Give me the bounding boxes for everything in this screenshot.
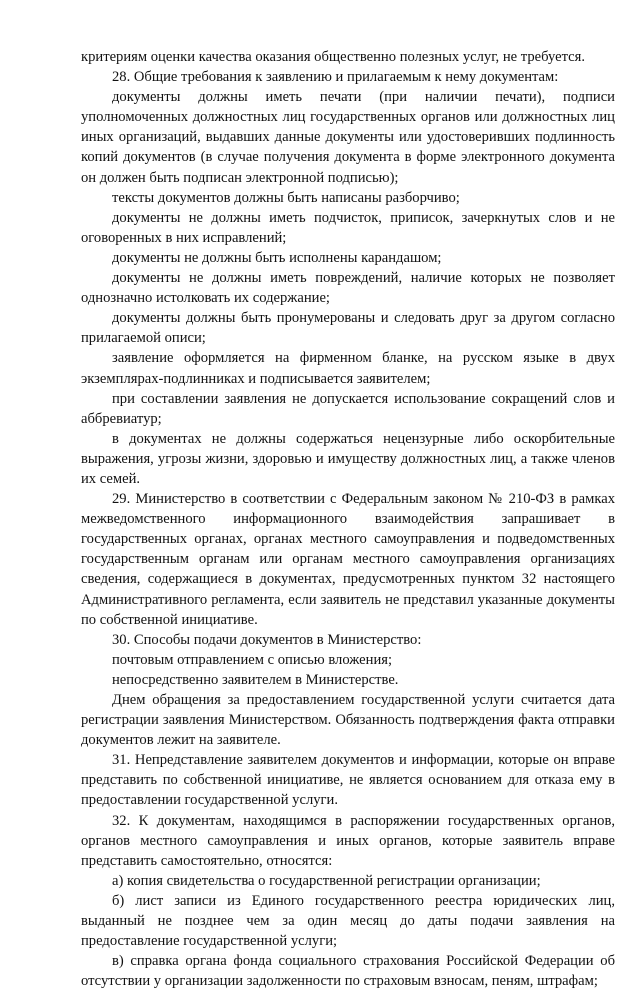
paragraph-32-c: в) справка органа фонда социального страхования Российской Федерации об отсутствии у организации задолженности по страховым взносам, пеням, штрафам; [81, 953, 615, 990]
paragraph-32-b: б) лист записи из Единого государственного реестра юридических лиц, выданный не позднее чем за один месяц до даты подачи заявления на предоставление государственной услуги; [81, 892, 615, 950]
paragraph-29: 29. Министерство в соответствии с Федеральным законом № 210-ФЗ в рамках межведомственного информационного взаимодействия запрашивает в государственных органах, органах местного самоуправления и подведомственных государственным органам или органам местного самоуправления организациях сведения, содержащиеся в документах, предусмотренных пунктом 32 настоящего Административного регламента, если заявитель не представил указанные документы по собственной инициативе. [81, 491, 615, 628]
paragraph-31: 31. Непредставление заявителем документов и информации, которые он вправе представить по собственной инициативе, не является основанием для отказа ему в предоставлении государственной услуги. [81, 752, 615, 809]
paragraph-28-heading: 28. Общие требования к заявлению и прилагаемым к нему документам: [112, 69, 559, 86]
paragraph-28-legible: тексты документов должны быть написаны разборчиво; [112, 189, 460, 206]
paragraph-30-post: почтовым отправлением с описью вложения; [112, 651, 393, 668]
paragraph-30-application-day: Днем обращения за предоставлением государственной услуги считается дата регистрации заявления Министерством. Обязанность подтверждения факта отправки документов лежит на заявителе. [81, 692, 615, 749]
document-page [81, 47, 615, 991]
paragraph-28-no-damage: документы не должны иметь повреждений, наличие которых не позволяет однозначно истолковать их содержание; [81, 270, 615, 307]
paragraph-28-numbered: документы должны быть пронумерованы и следовать друг за другом согласно прилагаемой описи; [81, 310, 615, 347]
paragraph-30-heading: 30. Способы подачи документов в Министерство: [112, 631, 422, 648]
paragraph-28-letterhead: заявление оформляется на фирменном бланке, на русском языке в двух экземплярах-подлинниках и подписывается заявителем; [81, 350, 615, 387]
paragraph-28-no-obscenity: в документах не должны содержаться нецензурные либо оскорбительные выражения, угрозы жизни, здоровью и имуществу должностных лиц, а также членов их семей. [81, 430, 615, 487]
paragraph-30-in-person: непосредственно заявителем в Министерстве. [112, 671, 399, 688]
paragraph-28-no-pencil: документы не должны быть исполнены карандашом; [112, 249, 442, 266]
paragraph-32-a: а) копия свидетельства о государственной регистрации организации; [112, 872, 541, 889]
paragraph-continuation: критериям оценки качества оказания общественно полезных услуг, не требуется. [81, 49, 585, 65]
paragraph-32-heading: 32. К документам, находящимся в распоряжении государственных органов, органов местного самоуправления и иных органов, которые заявитель вправе представить самостоятельно, относятся: [81, 812, 615, 869]
paragraph-28-seals: документы должны иметь печати (при наличии печати), подписи уполномоченных должностных лиц государственных органов или должностных лиц иных организаций, выдавших данные документы или удостоверивших подлинность копий документов (в случае получения документа в форме электронного документа он должен быть подписан электронной подписью); [81, 89, 615, 186]
paragraph-28-no-erasures: документы не должны иметь подчисток, приписок, зачеркнутых слов и не оговоренных в них исправлений; [81, 209, 615, 246]
paragraph-28-no-abbreviations: при составлении заявления не допускается использование сокращений слов и аббревиатур; [81, 390, 615, 427]
